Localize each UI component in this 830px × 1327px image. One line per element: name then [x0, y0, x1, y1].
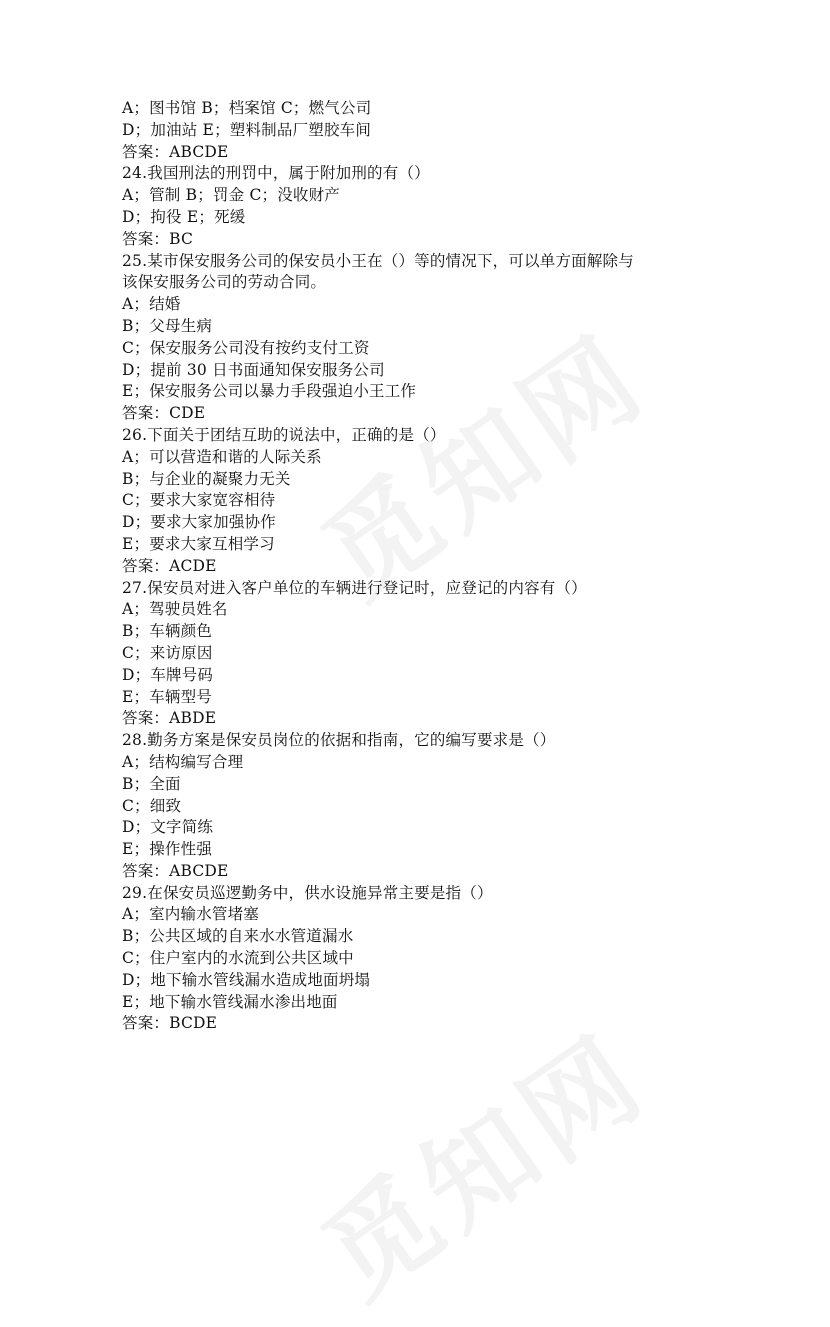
- question-list: [122, 98, 722, 1035]
- text-line: 29.在保安员巡逻勤务中，供水设施异常主要是指（）: [122, 883, 493, 902]
- text-line: 25.某市保安服务公司的保安员小王在（）等的情况下，可以单方面解除与: [122, 251, 634, 270]
- text-line: E；要求大家互相学习: [122, 534, 275, 553]
- text-line: 答案：ABCDE: [122, 142, 229, 161]
- text-line: A；管制 B；罚金 C；没收财产: [122, 186, 340, 205]
- text-line: B；车辆颜色: [122, 622, 213, 641]
- text-line: 答案：BC: [122, 229, 194, 248]
- text-line: C；住户室内的水流到公共区域中: [122, 949, 354, 968]
- text-line: 27.保安员对进入客户单位的车辆进行登记时，应登记的内容有（）: [122, 578, 587, 597]
- text-line: D；文字简练: [122, 818, 214, 837]
- text-line: B；父母生病: [122, 316, 213, 335]
- text-line: E；地下输水管线漏水渗出地面: [122, 992, 338, 1011]
- text-line: D；拘役 E；死缓: [122, 207, 246, 226]
- text-line: 答案：ACDE: [122, 556, 217, 575]
- text-line: 答案：ABCDE: [122, 861, 229, 880]
- text-line: B；全面: [122, 774, 181, 793]
- text-line: A；驾驶员姓名: [122, 600, 228, 619]
- text-line: 答案：BCDE: [122, 1014, 218, 1033]
- text-line: 答案：ABDE: [122, 709, 217, 728]
- text-line: 答案：CDE: [122, 404, 206, 423]
- text-line: D；要求大家加强协作: [122, 513, 276, 532]
- text-line: A；结婚: [122, 295, 181, 314]
- text-line: D；车牌号码: [122, 665, 214, 684]
- text-line: E；操作性强: [122, 840, 213, 859]
- text-line: D；提前 30 日书面通知保安服务公司: [122, 360, 385, 379]
- text-line: C；来访原因: [122, 643, 213, 662]
- text-line: B；公共区域的自来水水管道漏水: [122, 927, 354, 946]
- text-line: C；要求大家宽容相待: [122, 491, 276, 510]
- text-line: C；保安服务公司没有按约支付工资: [122, 338, 370, 357]
- text-line: E；保安服务公司以暴力手段强迫小王工作: [122, 382, 417, 401]
- text-line: 26.下面关于团结互助的说法中，正确的是（）: [122, 425, 446, 444]
- text-line: B；与企业的凝聚力无关: [122, 469, 291, 488]
- text-line: A；室内输水管堵塞: [122, 905, 259, 924]
- text-line: A；结构编写合理: [122, 752, 244, 771]
- text-line: D；地下输水管线漏水造成地面坍塌: [122, 970, 371, 989]
- text-line: 28.勤务方案是保安员岗位的依据和指南，它的编写要求是（）: [122, 731, 556, 750]
- text-line: 24.我国刑法的刑罚中，属于附加刑的有（）: [122, 164, 430, 183]
- text-line: A；图书馆 B；档案馆 C；燃气公司: [122, 99, 372, 117]
- watermark: [287, 991, 673, 1327]
- text-line: C；细致: [122, 796, 182, 815]
- text-line: D；加油站 E；塑料制品厂塑胶车间: [122, 120, 372, 139]
- text-line: A；可以营造和谐的人际关系: [122, 447, 322, 466]
- text-line: 该保安服务公司的劳动合同。: [122, 273, 327, 292]
- text-line: E；车辆型号: [122, 687, 213, 706]
